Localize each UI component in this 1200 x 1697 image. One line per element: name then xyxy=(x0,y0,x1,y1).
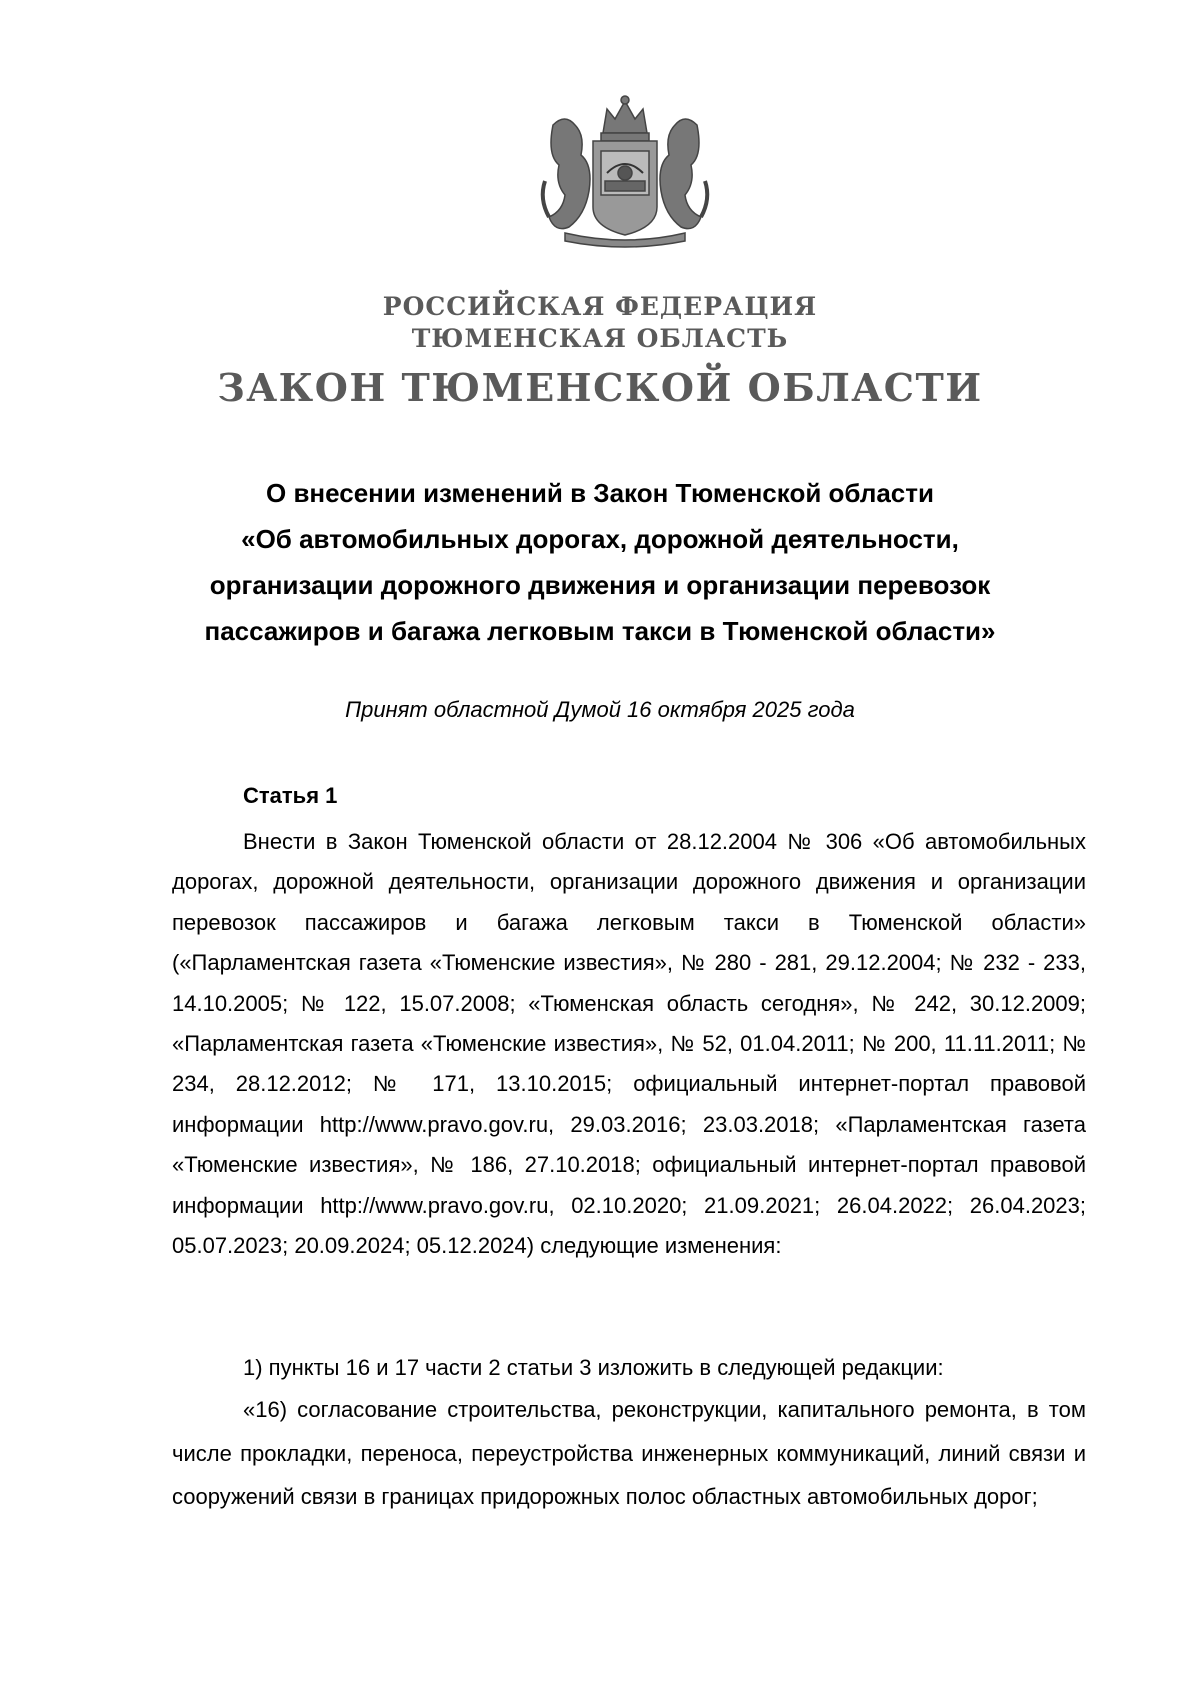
title-line: О внесении изменений в Закон Тюменской области xyxy=(266,478,934,508)
header-country: РОССИЙСКАЯ ФЕДЕРАЦИЯ xyxy=(382,292,818,321)
adoption-note: Принят областной Думой 16 октября 2025 года xyxy=(345,697,855,722)
article-paragraph: «16) согласование строительства, реконструкции, капитального ремонта, в том числе прокладки, переноса, переустройства инженерных коммуникаций, линий связи и сооружений связи в границах придорожных полос областных автомобильных дорог; xyxy=(172,1397,1086,1509)
title-line: «Об автомобильных дорогах, дорожной деятельности, xyxy=(241,524,959,554)
article-paragraph: Внести в Закон Тюменской области от 28.12.2004 № 306 «Об автомобильных дорогах, дорожной деятельности, организации дорожного движения и организации перевозок пассажиров и багажа легковым такси в Тюменской области» («Парламентская газета «Тюменские известия», № 280 - 281, 29.12.2004; № 232 - 233, 14.10.2005; № 122, 15.07.2008; «Тюменская область сегодня», № 242, 30.12.2009; «Парламентская газета «Тюменские известия», № 52, 01.04.2011; № 200, 11.11.2011; № 234, 28.12.2012; № 171, 13.10.2015; официальный интернет-портал правовой информации http://www.pravo.gov.ru, 29.03.2016; 23.03.2018; «Парламентская газета «Тюменские известия», № 186, 27.10.2018; официальный интернет-портал правовой информации http://www.pravo.gov.ru, 02.10.2020; 21.09.2021; 26.04.2022; 26.04.2023; 05.07.2023; 20.09.2024; 05.12.2024) следующие изменения: xyxy=(172,829,1086,1259)
tyumen-coat-of-arms-icon xyxy=(535,95,715,250)
title-line: пассажиров и багажа легковым такси в Тюменской области» xyxy=(204,616,996,646)
document-title xyxy=(150,470,1050,654)
title-line: организации дорожного движения и организации перевозок xyxy=(209,570,991,600)
header-law-title: ЗАКОН ТЮМЕНСКОЙ ОБЛАСТИ xyxy=(217,365,983,410)
article-paragraph: 1) пункты 16 и 17 части 2 статьи 3 изложить в следующей редакции: xyxy=(243,1355,944,1380)
article-heading: Статья 1 xyxy=(243,783,338,808)
header-region: ТЮМЕНСКАЯ ОБЛАСТЬ xyxy=(411,324,789,353)
